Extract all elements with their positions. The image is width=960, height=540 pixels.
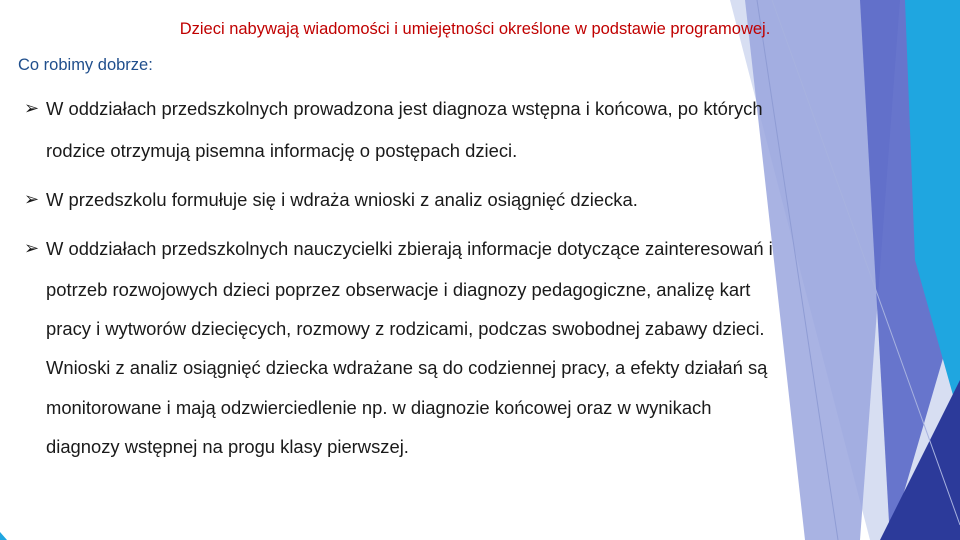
slide-title: Dzieci nabywają wiadomości i umiejętności określone w podstawie programowej.: [179, 20, 771, 38]
bullet-line: pracy i wytworów dziecięcych, rozmowy z rodzicami, podczas swobodnej zabawy dzieci.: [46, 318, 765, 339]
bullet-line: rodzice otrzymują pisemna informację o postępach dzieci.: [46, 140, 518, 161]
bullet-line: W przedszkolu formułuje się i wdraża wnioski z analiz osiągnięć dziecka.: [46, 189, 638, 210]
bullet-line: monitorowane i mają odzwierciedlenie np. w diagnozie końcowej oraz w wynikach: [46, 397, 712, 418]
section-heading: Co robimy dobrze:: [18, 56, 153, 74]
bullet-line: diagnozy wstępnej na progu klasy pierwszej.: [46, 436, 409, 457]
bullet-line: potrzeb rozwojowych dzieci poprzez obserwacje i diagnozy pedagogiczne, analizę kart: [46, 279, 751, 300]
bullet-arrow-icon: ➢: [24, 238, 40, 258]
bullet-arrow-icon: ➢: [24, 98, 40, 118]
bullet-arrow-icon: ➢: [24, 189, 40, 209]
bullet-line: W oddziałach przedszkolnych prowadzona jest diagnoza wstępna i końcowa, po których: [46, 98, 763, 119]
bullet-line: W oddziałach przedszkolnych nauczycielki zbierają informacje dotyczące zainteresowań i: [46, 238, 773, 259]
bullet-line: Wnioski z analiz osiągnięć dziecka wdrażane są do codziennej pracy, a efekty działań są: [46, 357, 768, 378]
